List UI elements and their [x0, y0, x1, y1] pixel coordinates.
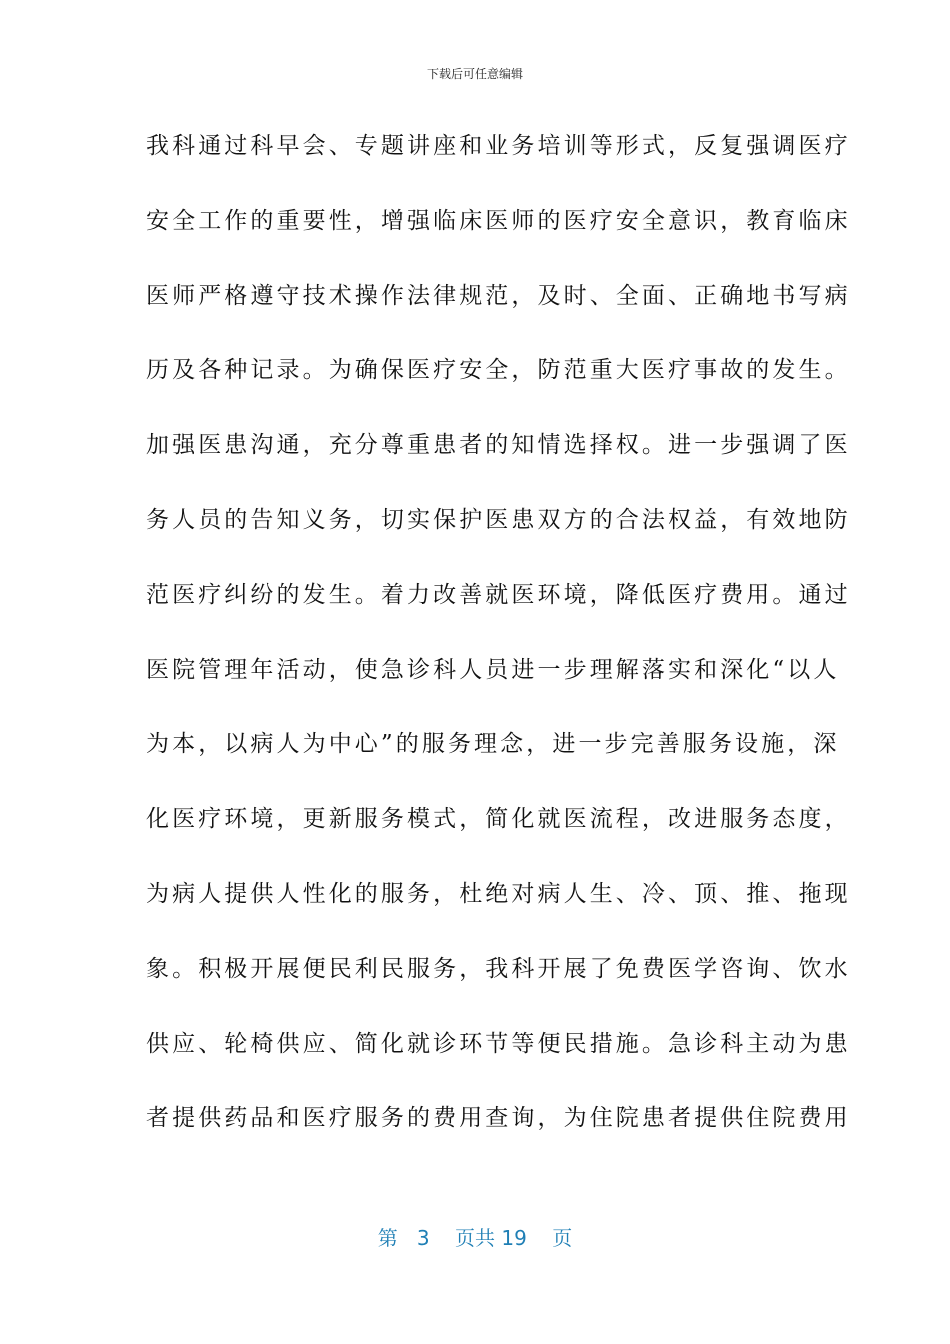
body-line: 务人员的告知义务，切实保护医患双方的合法权益，有效地防: [146, 506, 851, 533]
page-header: [0, 66, 950, 82]
page-prefix: 第: [377, 1226, 398, 1250]
page-footer: [0, 1224, 950, 1252]
page-suffix: 页: [552, 1226, 573, 1250]
body-line: 化医疗环境，更新服务模式，简化就医流程，改进服务态度，: [146, 806, 851, 833]
body-line: 安全工作的重要性，增强临床医师的医疗安全意识，教育临床: [146, 207, 851, 234]
header-note: 下载后可任意编辑: [426, 67, 523, 81]
body-line: 象。积极开展便民利民服务，我科开展了免费医学咨询、饮水: [146, 955, 851, 982]
body-line: 为病人提供人性化的服务，杜绝对病人生、冷、顶、推、拖现: [146, 880, 851, 907]
body-line: 供应、轮椅供应、简化就诊环节等便民措施。急诊科主动为患: [146, 1030, 851, 1057]
current-page-number: 3: [416, 1226, 430, 1250]
body-line: 为本，以病人为中心”的服务理念，进一步完善服务设施，深: [146, 731, 840, 758]
body-line: 加强医患沟通，充分尊重患者的知情选择权。进一步强调了医: [146, 432, 851, 459]
page-middle: 页共: [455, 1226, 495, 1250]
body-line: 历及各种记录。为确保医疗安全，防范重大医疗事故的发生。: [146, 357, 851, 384]
body-line: 范医疗纠纷的发生。着力改善就医环境，降低医疗费用。通过: [146, 581, 851, 608]
body-line: 者提供药品和医疗服务的费用查询，为住院患者提供住院费用: [146, 1105, 851, 1132]
document-body: [146, 124, 851, 1171]
body-line: 医院管理年活动，使急诊科人员进一步理解落实和深化“以人: [146, 656, 840, 683]
total-pages-number: 19: [501, 1226, 527, 1250]
body-line: 医师严格遵守技术操作法律规范，及时、全面、正确地书写病: [146, 282, 851, 309]
body-line: 我科通过科早会、专题讲座和业务培训等形式，反复强调医疗: [146, 133, 851, 159]
